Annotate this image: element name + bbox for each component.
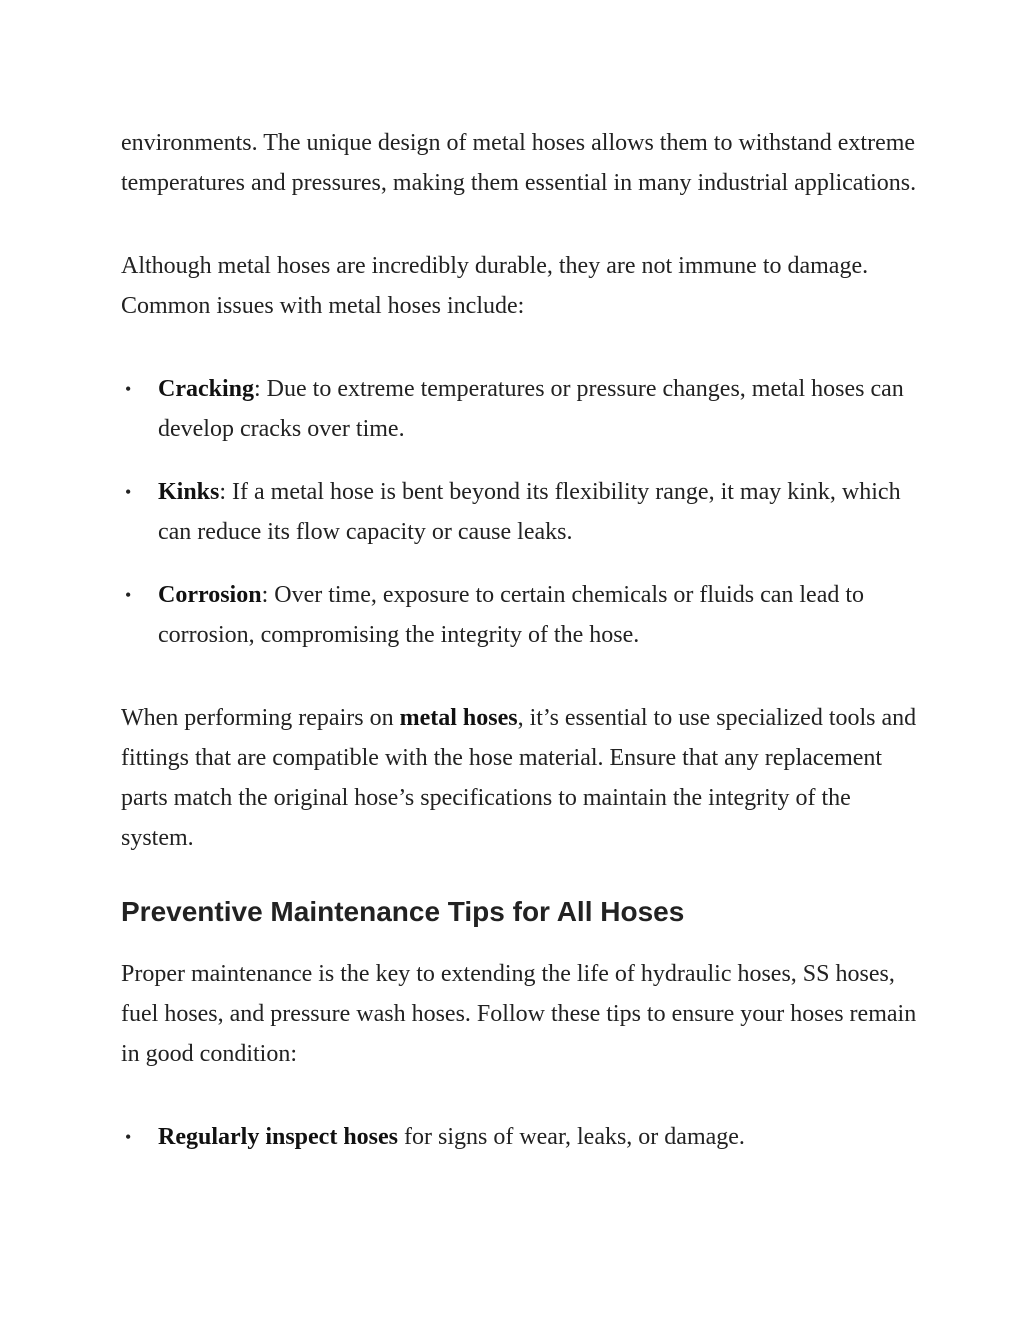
issue-text: : Due to extreme temperatures or pressure changes, metal hoses can develop cracks over time.	[158, 376, 904, 442]
issues-intro-paragraph: Although metal hoses are incredibly durable, they are not immune to damage. Common issues with metal hoses include:	[121, 253, 869, 319]
document-page	[121, 123, 921, 1157]
issue-text: : Over time, exposure to certain chemicals or fluids can lead to corrosion, compromising the integrity of the hose.	[158, 582, 865, 648]
list-item	[121, 472, 921, 552]
section-heading: Preventive Maintenance Tips for All Hoses	[121, 896, 685, 927]
issue-term: Kinks	[158, 479, 220, 505]
issue-text: : If a metal hose is bent beyond its flexibility range, it may kink, which can reduce its flow capacity or cause leaks.	[158, 479, 901, 545]
tips-list	[121, 1117, 921, 1157]
issue-term: Corrosion	[158, 582, 262, 608]
bullet-icon: •	[125, 1127, 132, 1147]
list-item	[121, 369, 921, 449]
repairs-text-before: When performing repairs on	[121, 705, 400, 731]
repairs-text-after: , it’s essential to use specialized tools and fittings that are compatible with the hose material. Ensure that any replacement parts match the original hose’s specifications to maintain the integrity of the system.	[121, 705, 917, 851]
list-item	[121, 575, 921, 655]
tip-term: Regularly inspect hoses	[158, 1124, 398, 1150]
repairs-paragraph	[121, 698, 921, 858]
bullet-icon: •	[125, 482, 132, 502]
issue-term: Cracking	[158, 376, 254, 402]
list-item	[121, 1117, 921, 1157]
bullet-icon: •	[125, 379, 132, 399]
repairs-bold-term: metal hoses	[399, 705, 518, 731]
issues-list	[121, 369, 921, 655]
intro-paragraph: environments. The unique design of metal hoses allows them to withstand extreme temperatures and pressures, making them essential in many industrial applications.	[121, 130, 917, 196]
bullet-icon: •	[125, 585, 132, 605]
tip-text: for signs of wear, leaks, or damage.	[398, 1124, 745, 1150]
maintenance-paragraph: Proper maintenance is the key to extending the life of hydraulic hoses, SS hoses, fuel hoses, and pressure wash hoses. Follow these tips to ensure your hoses remain in good condition:	[121, 961, 917, 1067]
